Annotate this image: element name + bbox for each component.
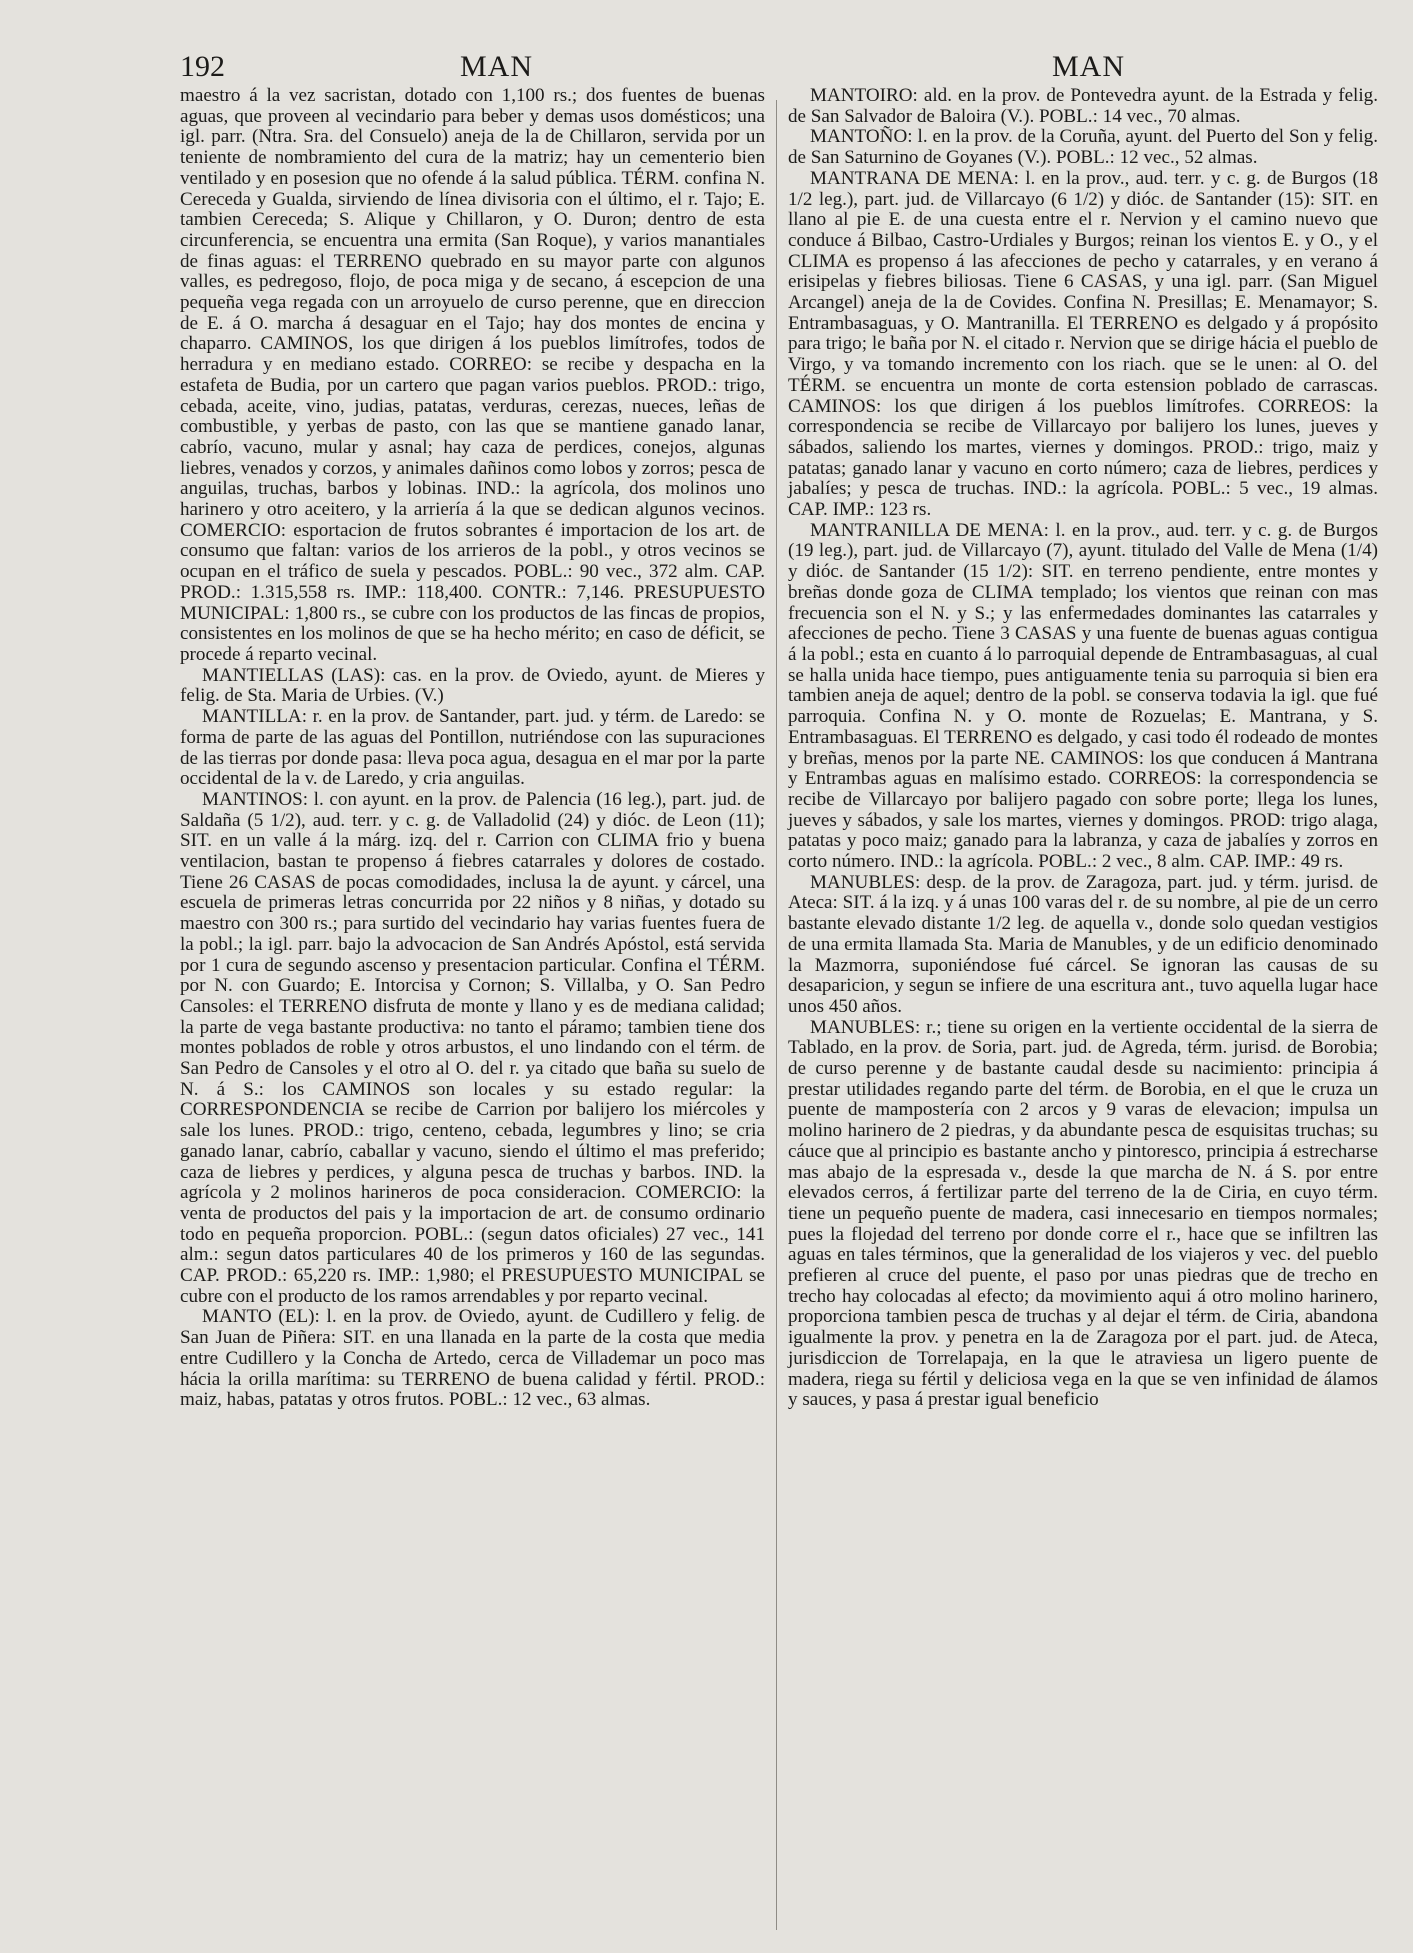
- entry-paragraph: MANUBLES: desp. de la prov. de Zaragoza, part. jud. y térm. jurisd. de Ateca: SIT. á la izq. y á unas 100 varas del r. de su nombre, al pie de un cerro bastante elevado distante 1/2 leg. de aquella v., donde solo quedan vestigios de una ermita llamada Sta. Maria de Manubles, y de un edificio denominado la Mazmorra, suponiéndose fué cárcel. Se ignoran las causas de su desaparicion, y segun se infiere de una escritura ant., tuvo aquella lugar hace unos 450 años.: [788, 871, 1378, 1017]
- entry-paragraph: MANTRANA DE MENA: l. en la prov., aud. terr. y c. g. de Burgos (18 1/2 leg.), part. jud. de Villarcayo (6 1/2) y dióc. de Santander (15): SIT. en llano al pie E. de una cuesta entre el r. Nervion y el camino nuevo que conduce á Bilbao, Castro-Urdiales y Burgos; reinan los vientos E. y O., y el CLIMA es propenso á las afecciones de pecho y catarrales, y en verano á erisipelas y fiebres biliosas. Tiene 6 CASAS, y una igl. parr. (San Miguel Arcangel) aneja de la de Covides. Confina N. Presillas; E. Menamayor; S. Entrambasaguas, y O. Mantranilla. El TERRENO es delgado y á propósito para trigo; le baña por N. el citado r. Nervion que se dirige hácia el pueblo de Virgo, y va tomando incremento con los riach. que se le unen: al O. del TÉRM. se encuentra un monte de corta estension poblado de carrascas. CAMINOS: los que dirigen á los pueblos limítrofes. CORREOS: la correspondencia se recibe de Villarcayo por balijero los lunes, jueves y sábados, saliendo los martes, viernes y domingos. PROD.: trigo, maiz y patatas; ganado lanar y vacuno en corto número; caza de liebres, perdices y jabalíes; y pesca de truchas. IND.: la agrícola. POBL.: 5 vec., 19 almas. CAP. IMP.: 123 rs.: [788, 167, 1378, 521]
- entry-paragraph: MANTOÑO: l. en la prov. de la Coruña, ayunt. del Puerto del Son y felig. de San Saturnino de Goyanes (V.). POBL.: 12 vec., 52 almas.: [788, 126, 1378, 169]
- entry-paragraph: maestro á la vez sacristan, dotado con 1,100 rs.; dos fuentes de buenas aguas, que proveen al vecindario para beber y demas usos domésticos; una igl. parr. (Ntra. Sra. del Consuelo) aneja de la de Chillaron, servida por un teniente de nombramiento del cura de la matriz; hay un cementerio bien ventilado y en posesion que no ofende á la salud pública. TÉRM. confina N. Cereceda y Gualda, sirviendo de línea divisoria con el último, el r. Tajo; E. tambien Cereceda; S. Alique y Chillaron, y O. Duron; dentro de esta circunferencia, se encuentra una ermita (San Roque), y varios manantiales de finas aguas: el TERRENO quebrado en su mayor parte con algunos valles, es pedregoso, flojo, de poca miga y de secano, á escepcion de una pequeña vega regada con un arroyuelo de curso perenne, que en direccion de E. á O. marcha á desaguar en el Tajo; hay dos montes de encina y chaparro. CAMINOS, los que dirigen á los pueblos limítrofes, todos de herradura y en mediano estado. CORREO: se recibe y despacha en la estafeta de Budia, por un cartero que pagan varios pueblos. PROD.: trigo, cebada, aceite, vino, judias, patatas, verduras, cerezas, nueces, leñas de combustible, y yerbas de pasto, con las que se mantiene ganado lanar, cabrío, vacuno, mular y asnal; hay caza de perdices, conejos, algunas liebres, venados y corzos, y animales dañinos como lobos y zorros; pesca de anguilas, truchas, barbos y lobinas. IND.: la agrícola, dos molinos uno harinero y otro aceitero, y la arriería á la que se dedican algunos vecinos. COMERCIO: esportacion de frutos sobrantes é importacion de los art. de consumo que faltan: varios de los arrieros de la pobl., y otros vecinos se ocupan en el tráfico de suela y pescados. POBL.: 90 vec., 372 alm. CAP. PROD.: 1.315,558 rs. IMP.: 118,400. CONTR.: 7,146. PRESUPUESTO MUNICIPAL: 1,800 rs., se cubre con los productos de las fincas de propios, consistentes en los molinos de que se ha hecho mérito; en caso de déficit, se procede á reparto vecinal.: [180, 85, 765, 665]
- entry-paragraph: MANUBLES: r.; tiene su origen en la vertiente occidental de la sierra de Tablado, en la prov. de Soria, part. jud. de Agreda, térm. jurisd. de Borobia; de curso perenne y de bastante caudal desde su nacimiento: principia á prestar utilidades regando parte del térm. de Borobia, en el que le cruza un puente de mampostería con 2 arcos y 9 varas de elevacion; impulsa un molino harinero de 2 piedras, y da abundante pesca de esquisitas truchas; su cáuce que al principio es bastante ancho y pintoresco, principia á estrecharse mas abajo de la espresada v., desde la que marcha de N. á S. por entre elevados cerros, á fertilizar parte del terreno de la de Ciria, en cuyo térm. tiene un pequeño puente de madera, casi innecesario en tiempos normales; pues la flojedad del terreno por donde corre el r., hace que se infiltren las aguas en tales términos, que la generalidad de los viajeros y vec. del pueblo prefieren al cruce del puente, el paso por unas piedras que de trecho en trecho hay colocadas al efecto; da movimiento aqui á otro molino harinero, proporciona tambien pesca de truchas y al dejar el térm. de Ciria, abandona igualmente la prov. y penetra en la de Zaragoza por el part. jud. de Ateca, jurisdiccion de Torrelapaja, en la que le atraviesa un ligero puente de madera, riega su fértil y deliciosa vega en la que se ven infinidad de álamos y sauces, y pasa á prestar igual beneficio: [788, 1016, 1378, 1411]
- left-column: [180, 86, 765, 1411]
- entry-paragraph: MANTIELLAS (LAS): cas. en la prov. de Oviedo, ayunt. de Mieres y felig. de Sta. Maria de Urbies. (V.): [180, 664, 765, 707]
- page-number: 192: [180, 50, 225, 83]
- running-head-left: MAN: [460, 50, 534, 83]
- running-head-right: MAN: [1052, 50, 1126, 83]
- entry-paragraph: MANTILLA: r. en la prov. de Santander, part. jud. y térm. de Laredo: se forma de parte de las aguas del Pontillon, nutriéndose con las supuraciones de las tierras por donde pasa: lleva poca agua, desagua en el mar por la parte occidental de la v. de Laredo, y cria anguilas.: [180, 706, 765, 790]
- entry-paragraph: MANTRANILLA DE MENA: l. en la prov., aud. terr. y c. g. de Burgos (19 leg.), part. jud. de Villarcayo (7), ayunt. titulado del Valle de Mena (1/4) y dióc. de Santander (15 1/2): SIT. en terreno pendiente, entre montes y breñas donde goza de CLIMA templado; los vientos que reinan con mas frecuencia son el N. y S.; y las enfermedades dominantes las catarrales y afecciones de pecho. Tiene 3 CASAS y una fuente de buenas aguas contigua á la pobl.; esta en cuanto á lo parroquial depende de Entrambasaguas, al cual se halla unida hace tiempo, pues antiguamente tenia su parroquia si bien era tambien aneja de aquel; dentro de la pobl. se conserva todavia la igl. que fué parroquia. Confina N. y O. monte de Rozuelas; E. Mantrana, y S. Entrambasaguas. El TERRENO es delgado, y casi todo él rodeado de montes y breñas, menos por la parte NE. CAMINOS: los que conducen á Mantrana y Entrambas aguas en malísimo estado. CORREOS: la correspondencia se recibe de Villarcayo por balijero pagado con sobre porte; llega los lunes, jueves y sábados, y sale los martes, viernes y domingos. PROD: trigo alaga, patatas y poco maiz; ganado para la labranza, y caza de jabalíes y zorros en corto número. IND.: la agrícola. POBL.: 2 vec., 8 alm. CAP. IMP.: 49 rs.: [788, 519, 1378, 873]
- entry-paragraph: MANTINOS: l. con ayunt. en la prov. de Palencia (16 leg.), part. jud. de Saldaña (5 1/2), aud. terr. y c. g. de Valladolid (24) y dióc. de Leon (11); SIT. en un valle á la márg. izq. del r. Carrion con CLIMA frio y buena ventilacion, bastan te propenso á fiebres catarrales y dolores de costado. Tiene 26 CASAS de pocas comodidades, inclusa la de ayunt. y cárcel, una escuela de primeras letras concurrida por 22 niños y 8 niñas, y dotado su maestro con 300 rs.; para surtido del vecindario hay varias fuentes fuera de la pobl.; la igl. parr. bajo la advocacion de San Andrés Apóstol, está servida por 1 cura de segundo ascenso y presentacion particular. Confina el TÉRM. por N. con Guardo; E. Intorcisa y Cornon; S. Villalba, y O. San Pedro Cansoles: el TERRENO disfruta de monte y llano y es de mediana calidad; la parte de vega bastante productiva: no tanto el páramo; tambien tiene dos montes poblados de roble y otros arbustos, el uno lindando con el térm. de San Pedro de Cansoles y el otro al O. del r. ya citado que baña su suelo de N. á S.: los CAMINOS son locales y su estado regular: la CORRESPONDENCIA se recibe de Carrion por balijero los miércoles y sale los lunes. PROD.: trigo, centeno, cebada, legumbres y lino; se cria ganado lanar, cabrío, caballar y vacuno, siendo el último el mas preferido; caza de liebres y perdices, y alguna pesca de truchas y barbos. IND. la agrícola y 2 molinos harineros de poca consideracion. COMERCIO: la venta de productos del pais y la importacion de art. de consumo ordinario todo en pequeña proporcion. POBL.: (segun datos oficiales) 27 vec., 141 alm.: segun datos particulares 40 de los primeros y 160 de las segundas. CAP. PROD.: 65,220 rs. IMP.: 1,980; el PRESUPUESTO MUNICIPAL se cubre con el producto de los ramos arrendables y por reparto vecinal.: [180, 788, 765, 1307]
- right-column: [788, 86, 1378, 1411]
- entry-paragraph: MANTO (EL): l. en la prov. de Oviedo, ayunt. de Cudillero y felig. de San Juan de Piñera: SIT. en una llanada en la parte de la costa que media entre Cudillero y la Concha de Artedo, cerca de Villademar un poco mas hácia la orilla marítima: su TERRENO de buena calidad y fértil. PROD.: maiz, habas, patatas y otros frutos. POBL.: 12 vec., 63 almas.: [180, 1306, 765, 1411]
- column-divider: [776, 100, 777, 1930]
- entry-paragraph: MANTOIRO: ald. en la prov. de Pontevedra ayunt. de la Estrada y felig. de San Salvador de Baloira (V.). POBL.: 14 vec., 70 almas.: [788, 85, 1378, 127]
